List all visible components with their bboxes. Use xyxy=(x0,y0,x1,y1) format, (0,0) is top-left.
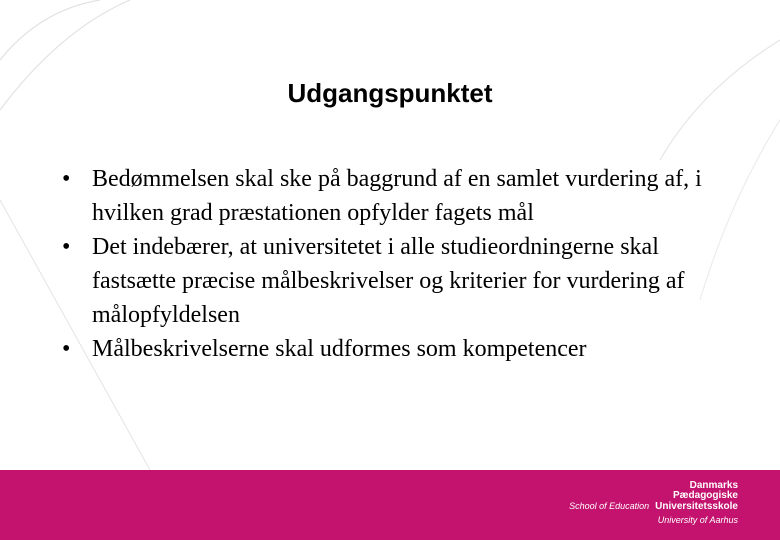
logo-line-3: Universitetsskole xyxy=(655,501,738,512)
bullet-item xyxy=(62,162,722,230)
logo-university: University of Aarhus xyxy=(657,515,738,525)
logo-line-1: Danmarks xyxy=(689,480,738,491)
logo-line-2: Pædagogiske xyxy=(672,490,738,501)
bullet-item xyxy=(62,230,722,332)
bullet-text: Målbeskrivelserne skal udformes som kompetencer xyxy=(92,336,587,362)
slide-title: Udgangspunktet xyxy=(287,78,493,108)
bullet-item xyxy=(62,332,722,366)
logo-school: School of Education xyxy=(569,501,650,511)
bullet-list xyxy=(62,162,722,366)
bullet-icon: • xyxy=(62,166,71,192)
institution-logo xyxy=(569,481,738,525)
bullet-icon: • xyxy=(62,234,71,260)
bullet-text: Det indebærer, at universitetet i alle studieordningerne skal fastsætte præcise målbeskrivelser og kriterier for vurdering af målopfyldelsen xyxy=(92,234,685,328)
bullet-icon: • xyxy=(62,336,71,362)
bullet-text: Bedømmelsen skal ske på baggrund af en samlet vurdering af, i hvilken grad præstationen opfylder fagets mål xyxy=(92,166,702,226)
